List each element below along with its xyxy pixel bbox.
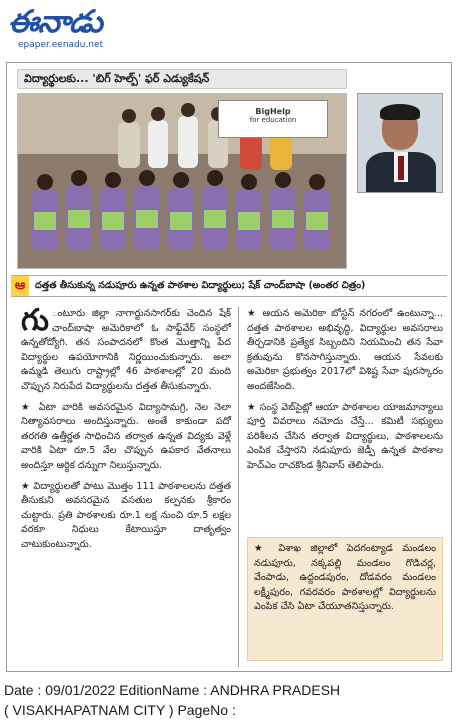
- footer-city-page: ( VISAKHAPATNAM CITY ) PageNo :: [4, 702, 236, 718]
- article-paragraph: ★ ఆయన అమెరికా బోస్టన్ నగరంలో ఉంటున్నా... దత్తత పాఠశాలల అభివృద్ధి, విద్యార్థుల అవసరాలు తీర్చడానికి ప్రత్యేక సిబ్బందిని నియమించి తన సేవా క్రతువును కొనసాగిస్తున్నారు. ఆయన సేవలకు అమెరికా ప్రభుత్వం 2017లో విశిష్ట సేవా పురస్కారం అందజేసింది.: [247, 308, 443, 392]
- masthead: [8, 4, 208, 54]
- newspaper-logo: ఈనాడు: [8, 4, 102, 40]
- article-paragraph: ★ ఏటా వారికి అవసరమైన విద్యాసామగ్రి, నెల నెలా నిత్యావసరాలు అందిస్తున్నారు. అంతే కాకుండా పదో తరగతి ఉత్తీర్ణత సాధించిన తర్వాత ఉన్నత విద్యకు వెళ్లే వారికి ఏటా రూ.5 వేల చొప్పున ఉపకార వేతనాలు అందిస్తూ ఆర్థిక దన్నుగా నిలుస్తున్నారు.: [21, 401, 231, 471]
- bighelp-banner: BigHelp for education: [218, 100, 328, 138]
- article-headline: విద్యార్థులకు... 'బిగ్ హెల్ప్' ఫర్ ఎడ్యుకేషన్: [17, 69, 347, 89]
- article-column-right: [247, 307, 443, 480]
- site-url: epaper.eenadu.net: [18, 40, 104, 50]
- edition-footer: [4, 680, 340, 720]
- footer-date-edition: Date : 09/01/2022 EditionName : ANDHRA PRADESH: [4, 682, 341, 698]
- highlight-box: ★ విశాఖ జిల్లాలో పెదగంట్యాడ మండలం నడుపూరు, నక్కపల్లి మండలం గొడిచర్ల, వేంపాడు, ఉద్దండపురం, దోడవరం మండలం లక్ష్మీపురం, గవరవరం పాఠశాలల్లో విద్యార్థులను ఎంపిక చేసి ఏటా చేయూతనిస్తున్నారు.: [247, 537, 443, 661]
- inset-portrait: [357, 93, 443, 193]
- photo-caption: [11, 275, 447, 297]
- article-paragraph: గు ంటూరు జిల్లా నాగార్జునసాగర్‌కు చెందిన షేక్ చాంద్‌బాషా అమెరికాలో ఓ సాఫ్ట్‌వేర్ సంస్థలో ఉన్నతోద్యోగి. తన సంపాదనలో కొంత మొత్తాన్ని పేద విద్యార్థుల ఉపయోగానికి నిర్ణయించుకున్నారు. అలా ఉమ్మడి తెలుగు రాష్ట్రాల్లో 46 పాఠశాలల్లో 20 మంది చొప్పున నిరుపేద విద్యార్థులను దత్తత తీసుకున్నారు.: [21, 303, 231, 392]
- drop-cap: గు: [21, 303, 49, 338]
- newspaper-clipping: [6, 62, 452, 672]
- article-column-left: [21, 303, 231, 559]
- group-photo: [17, 93, 347, 269]
- column-divider: [238, 307, 239, 667]
- caption-text: దత్తత తీసుకున్న నడుపూరు ఉన్నత పాఠశాల విద్యార్థులు; షేక్ చాంద్‌బాషా (అంతర చిత్రం): [35, 280, 366, 291]
- article-paragraph: ★ విద్యార్థులతో పాటు మొత్తం 111 పాఠశాలలను దత్తత తీసుకుని అవసరమైన వసతుల కల్పనకు శ్రీకారం చుట్టారు. ప్రతి పాఠశాలకు రూ.1 లక్ష నుంచి రూ.5 లక్షల వరకూ నిధులు కేటాయిస్తూ దాతృత్వం చాటుకుంటున్నారు.: [21, 480, 231, 550]
- article-paragraph: ★ సంస్థ వెబ్‌సైట్లో ఆయా పాఠశాలల యాజమాన్యాలు పూర్తి వివరాలు నమోదు చేస్తే... కమిటీ సభ్యులు పరిశీలన చేసిన తర్వాత విద్యార్థులు, పాఠశాలలను ఎంపిక చేస్తారని నడుపూరు జెడ్పీ ఉన్నత పాఠశాల హెచ్ఎం రాచకొండ శ్రీనివాస్ తెలిపారు.: [247, 401, 443, 471]
- caption-marker-icon: ఆ: [11, 276, 29, 296]
